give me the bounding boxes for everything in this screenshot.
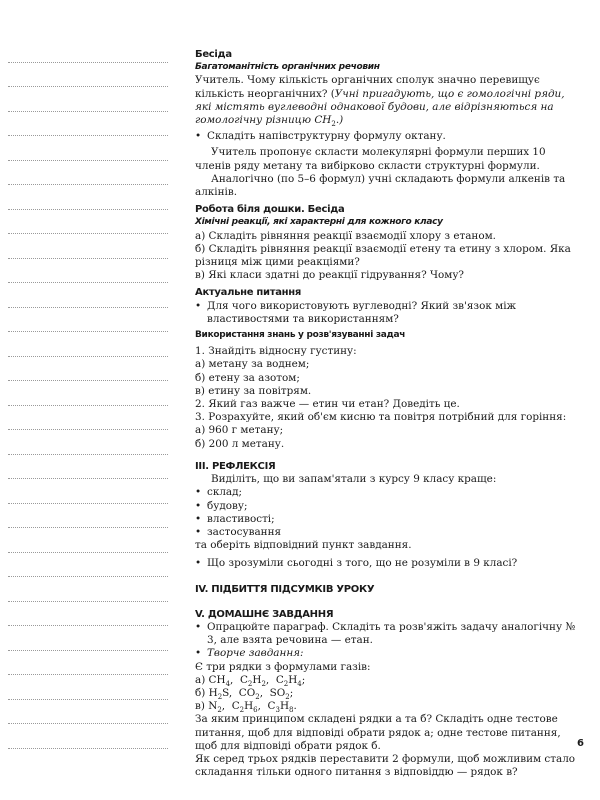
- paragraph: Є три рядки з формулами газів:: [195, 660, 371, 673]
- paragraph: За яким принципом складені рядки а та б? Складіть одне тестове питання, щоб для відповіді обрати рядок а; одне тестове питання, щоб для відповіді обрати рядок б.: [195, 713, 561, 752]
- section-title: Робота біля дошки. Бесіда: [195, 204, 345, 216]
- section-title: Бесіда: [195, 49, 232, 60]
- task-item: а) метану за воднем;: [195, 358, 310, 371]
- task-item: а) 960 г метану;: [195, 424, 284, 437]
- task-item: в) Які класи здатні до реакції гідрування? Чому?: [195, 269, 464, 282]
- bullet-item: • склад;: [195, 486, 583, 499]
- page-number: 6: [577, 738, 584, 749]
- formula-row-a: а) $CH_4$, $C_2H_2$, $C_2H_4$;: [195, 673, 306, 688]
- section-title: Використання знань у розв'язуванні задач: [195, 330, 406, 341]
- task-item: б) Складіть рівняння реакції взаємодії етену та етину з хлором. Яка різниця між цими реакціями?: [195, 242, 571, 269]
- page-content: [195, 44, 583, 779]
- section-title: V. ДОМАШНЄ ЗАВДАННЯ: [195, 608, 334, 620]
- bullet-item: • будову;: [195, 500, 583, 513]
- paragraph: Виділіть, що ви запам'ятали з курсу 9 класу краще:: [211, 473, 497, 486]
- paragraph: Як серед трьох рядків переставити 2 формули, щоб можливим стало складання тільки одного питання з відповіддю — рядок в?: [195, 752, 576, 779]
- section-title: III. РЕФЛЕКСІЯ: [195, 460, 276, 472]
- bullet-item: • Творче завдання:: [195, 647, 583, 660]
- formula-row-b: б) $H_2S$, $CO_2$, $SO_2$;: [195, 686, 294, 702]
- paragraph: та оберіть відповідний пункт завдання.: [195, 539, 412, 552]
- section-subtitle: Хімічні реакції, які характерні для кожного класу: [195, 217, 443, 228]
- task-item: 1. Знайдіть відносну густину:: [195, 345, 357, 358]
- bullet-item: • Для чого використовують вуглеводні? Який зв'язок між властивостями та використанням?: [195, 300, 583, 326]
- bullet-item: • Складіть напівструктурну формулу октану.: [195, 130, 583, 143]
- paragraph: Учитель пропонує скласти молекулярні формули перших 10 членів ряду метану та вибірково скласти структурні формули.: [195, 146, 546, 172]
- task-item: б) етену за азотом;: [195, 371, 300, 384]
- section-title: Актуальне питання: [195, 287, 302, 299]
- bullet-item: • Опрацюйте параграф. Складіть та розв'яжіть задачу аналогічну № 3, але взята речовина — етан.: [195, 621, 583, 647]
- task-item: в) етину за повітрям.: [195, 384, 312, 397]
- formula-row-v: в) $N_2$, $C_2H_6$, $C_3H_8$.: [195, 700, 297, 715]
- bullet-item: • Що зрозуміли сьогодні з того, що не розуміли в 9 класі?: [195, 557, 583, 570]
- section-title: IV. ПІДБИТТЯ ПІДСУМКІВ УРОКУ: [195, 583, 375, 595]
- bullet-item: • властивості;: [195, 513, 583, 526]
- paragraph: Аналогічно (по 5–6 формул) учні складають формули алкенів та алкінів.: [195, 172, 566, 199]
- task-item: а) Складіть рівняння реакції взаємодії хлору з етаном.: [195, 229, 496, 242]
- paragraph: Учитель. Чому кількість органічних сполук значно перевищує кількість неорганічних? (Учні пригадують, що є гомологічні ряди, які містять вуглеводні однакової будови, але відрізняються на гомологічну різницю $CH_2$.): [195, 74, 565, 129]
- note-lines: [8, 38, 168, 749]
- task-item: б) 200 л метану.: [195, 437, 285, 450]
- bullet-item: • застосування: [195, 526, 583, 539]
- section-subtitle: Багатоманітність органічних речовин: [195, 62, 380, 73]
- task-item: 3. Розрахуйте, який об'єм кисню та повітря потрібний для горіння:: [195, 411, 567, 424]
- task-item: 2. Який газ важче — етин чи етан? Доведіть це.: [195, 398, 460, 411]
